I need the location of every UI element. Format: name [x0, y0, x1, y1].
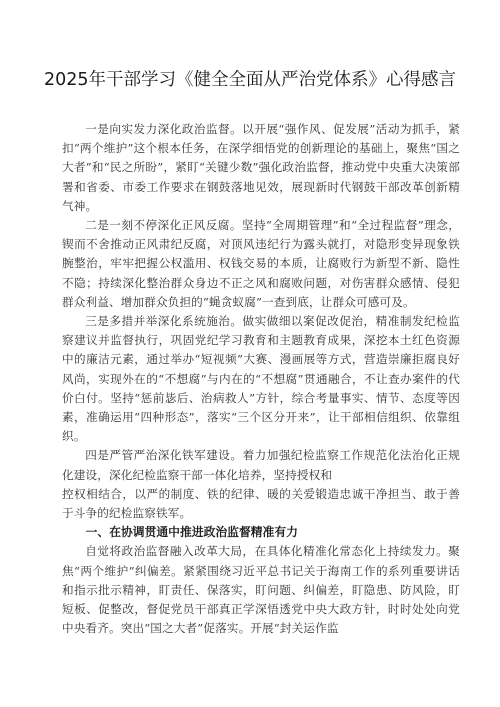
document-body: [62, 120, 460, 638]
document-title: 2025年干部学习《健全全面从严治党体系》心得感言: [43, 70, 457, 90]
paragraph-political-supervision: 一是向实发力深化政治监督。以开展“强作风、促发展”活动为抓手，紧扣“两个维护”这个根本任务，在深学细悟党的创新理论的基础上，聚焦“国之大者”和“民之所盼”，紧盯“关键少数”强化政治监督，推动党中央重大决策部署和省委、市委工作要求在钢鼓落地见效，展现新时代钢鼓干部改革创新精气神。: [62, 122, 460, 213]
paragraph-systemic-governance: 三是多措并举深化系统施治。做实做细以案促改促治，精准制发纪检监察建议并监督执行，巩固党纪学习教育和主题教育成果，深挖本土红色资源中的廉洁元素，通过举办“短视频”大赛、漫画展等方式，营造崇廉拒腐良好风尚，实现外在的“不想腐”与内在的“不想腐”贯通融合，不让查办案件的代价白付。坚持“惩前毖后、治病救人”方针，综合考量事实、情节、态度等因素，准确运用“四种形态”，落实“三个区分开来”，让干部相信组织、依靠组织。: [62, 314, 460, 444]
section-paragraph: 自觉将政治监督融入改革大局，在具体化精准化常态化上持续发力。聚焦“两个维护”纠偏差。紧紧围绕习近平总书记关于海南工作的系列重要讲话和指示批示精神，盯责任、保落实，盯问题、纠偏差，盯隐患、防风险，盯短板、促整改，督促党员干部真正学深悟透党中央大政方针，时时处处向党中央看齐。突出“国之大者”促落实。开展“封关运作监: [62, 544, 460, 636]
paragraph-anti-corruption: 二是一刻不停深化正风反腐。坚持“全周期管理”和“全过程监督”理念，锲而不舍推动正风肃纪反腐，对顶风违纪行为露头就打，对隐形变异现象铁腕整治，牢牢把握公权滥用、权钱交易的本质，让腐败行为新型不新、隐性不隐；持续深化整治群众身边不正之风和腐败问题，对伤害群众感情、侵犯群众利益、增加群众负担的“蝇贪蚁腐”一查到底，让群众可感可及。: [62, 218, 460, 309]
paragraph-team-building-continued: 控权相结合，以严的制度、铁的纪律、暖的关爱锻造忠诚干净担当、敢于善于斗争的纪检监察铁军。: [62, 486, 460, 521]
section-heading: 一、在协调贯通中推进政治监督精准有力: [85, 525, 298, 540]
paragraph-team-building: 四是严管严治深化铁军建设。着力加强纪检监察工作规范化法治化正规化建设，深化纪检监察干部一体化培养，坚持授权和: [62, 448, 460, 482]
